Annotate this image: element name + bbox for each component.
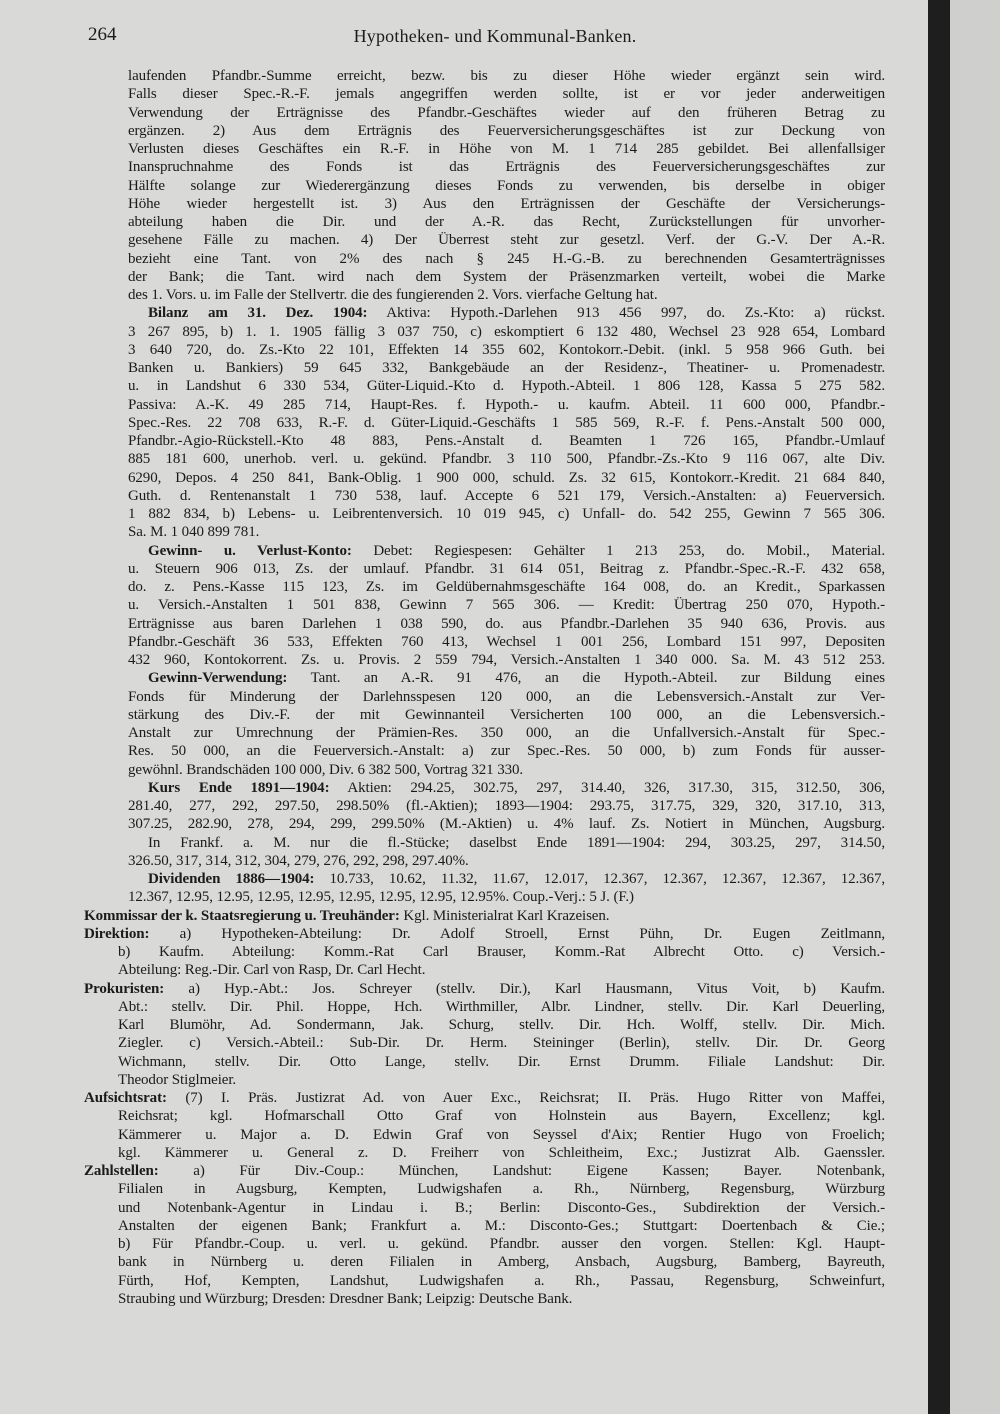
section-heading: Gewinn-Verwendung: (148, 670, 288, 687)
text-line (128, 231, 885, 250)
text-line (118, 1053, 885, 1072)
line-text: Fonds für Minderung der Darlehnsspesen 120 000, an die Lebensversich.-Anstalt zur Ver- (128, 688, 885, 705)
text-line (128, 706, 885, 725)
line-text: Filialen in Augsburg, Kempten, Ludwigshafen a. Rh., Nürnberg, Regensburg, Würzburg (118, 1181, 885, 1198)
line-text: 1 882 834, b) Lebens- u. Leibrentenversich. 10 019 945, c) Unfall- do. 542 255, Gewinn 7 565 306. (128, 506, 885, 522)
line-text: gewöhnl. Brandschäden 100 000, Div. 6 382 500, Vortrag 321 330. (128, 761, 524, 778)
line-text: Anstalten der eigenen Bank; Frankfurt a. M.: Disconto-Ges.; Stuttgart: Doertenbach & Cie.; (118, 1217, 885, 1234)
line-text: Banken u. Bankiers) 59 645 332, Bankgebäude an der Residenz-, Theatiner- u. Promenadestr. (128, 360, 885, 376)
line-text: Pfandbr.-Agio-Rückstell.-Kto 48 883, Pens.-Anstalt d. Beamten 1 726 165, Pfandbr.-Umlauf (128, 433, 885, 449)
adjacent-page-edge (950, 0, 1000, 1414)
text-line (128, 341, 885, 360)
line-text: Abt.: stellv. Dir. Phil. Hoppe, Hch. Wirthmiller, Albr. Lindner, stellv. Dir. Karl Deuerling, (118, 998, 885, 1015)
text-line (128, 450, 885, 469)
line-text: Anstalt zur Umrechnung der Prämien-Res. 350 000, an die Unfallversich.-Anstalt für Spec.- (128, 725, 885, 741)
line-text: des 1. Vors. u. im Falle der Stellvertr. die des fungierenden 2. Vors. vierfache Geltung hat. (128, 287, 658, 303)
section-heading: Kommissar der k. Staatsregierung u. Treuhänder: (84, 907, 400, 924)
text-line (118, 943, 885, 962)
line-text: Karl Blumöhr, Ad. Sondermann, Jak. Schurg, stellv. Dir. Hch. Wolff, stellv. Dir. Mich. (118, 1017, 885, 1033)
text-line (148, 779, 885, 798)
line-text: Ziegler. c) Versich.-Abteil.: Sub-Dir. Dr. Herm. Steininger (Berlin), stellv. Dir. Dr. Georg (118, 1035, 885, 1052)
line-text: Hälfte solange zur Wiederergänzung dieses Fonds zu verwenden, bis derselbe in obiger (128, 177, 885, 194)
text-line (128, 742, 885, 761)
line-text: Reichsrat; kgl. Hofmarschall Otto Graf von Holnstein aus Bayern, Excellenz; kgl. (118, 1108, 885, 1125)
line-text: laufenden Pfandbr.-Summe erreicht, bezw. bis zu dieser Höhe wieder ergänzt sein wird. (128, 68, 885, 84)
line-text: Aktiva: Hypoth.-Darlehen 913 456 997, do. Zs.-Kto: a) rückst. (367, 305, 885, 322)
book-binding-gutter (928, 0, 950, 1414)
line-text: b) Für Pfandbr.-Coup. u. verl. u. gekünd. Pfandbr. ausser den vorgen. Stellen: Kgl. Haupt- (118, 1236, 885, 1252)
text-line (128, 414, 885, 433)
line-text: 12.367, 12.95, 12.95, 12.95, 12.95, 12.95, 12.95, 12.95, 12.95%. Coup.-Verj.: 5 J. (F.) (128, 889, 634, 906)
text-line (118, 1126, 885, 1145)
text-line (128, 195, 885, 214)
line-text: ergänzen. 2) Aus dem Erträgnis des Feuerversicherungsgeschäftes ist zur Deckung von (128, 122, 885, 139)
line-text: bezieht eine Tant. von 2% des nach § 245 H.-G.-B. zu berechnenden Gesamterträgnisses (128, 250, 885, 267)
text-line (118, 1272, 885, 1291)
line-text: Spec.-Res. 22 708 633, R.-F. d. Güter-Liquid.-Geschäfts 1 585 569, R.-F. f. Pens.-Anstalt 500 000, (128, 414, 885, 431)
line-text: 307.25, 282.90, 278, 294, 299, 299.50% (M.-Aktien) u. 4% lauf. Zs. Notiert in München, Augsburg. (128, 816, 885, 833)
line-text: Höhe wieder hergestellt ist. 3) Aus den Erträgnissen der Geschäfte der Versicherungs- (128, 195, 885, 212)
text-line (84, 925, 885, 944)
text-line (118, 1290, 885, 1309)
page-number: 264 (88, 24, 117, 45)
text-line (148, 542, 885, 561)
text-line (118, 998, 885, 1017)
text-line (118, 1199, 885, 1218)
line-text: Aktien: 294.25, 302.75, 297, 314.40, 326, 317.30, 315, 312.50, 306, (329, 779, 885, 796)
text-line (148, 304, 885, 323)
text-line (128, 140, 885, 159)
line-text: 6290, Depos. 4 250 841, Bank-Oblig. 1 900 000, schuld. Zs. 32 615, Kontokorr.-Kredit. 21 684 840, (128, 469, 885, 486)
line-text: abteilung haben die Dir. und der A.-R. das Recht, Zurückstellungen für unvorher- (128, 214, 885, 230)
line-text: und Notenbank-Agentur in Lindau i. B.; Berlin: Disconto-Ges., Subdirektion der Versich.- (118, 1199, 885, 1216)
text-line (128, 578, 885, 597)
line-text: Fürth, Hof, Kempten, Landshut, Ludwigshafen a. Rh., Passau, Regensburg, Schweinfurt, (118, 1272, 885, 1289)
text-line (118, 961, 885, 980)
text-line (148, 669, 885, 688)
line-text: In Frankf. a. M. nur die fl.-Stücke; daselbst Ende 1891—1904: 294, 303.25, 297, 314.50, (148, 834, 885, 851)
line-text: Wichmann, stellv. Dir. Otto Lange, stellv. Dir. Ernst Drumm. Filiale Landshut: Dir. (118, 1053, 885, 1070)
text-line (128, 724, 885, 743)
line-text: u. Steuern 906 013, Zs. der umlauf. Pfandbr. 31 614 051, Beitrag z. Pfandbr.-Spec.-R.-F. 432 658, (128, 560, 885, 577)
text-line (128, 487, 885, 506)
line-text: 3 267 895, b) 1. 1. 1905 fällig 3 037 750, c) eskomptiert 6 132 480, Wechsel 23 928 654, Lombard (128, 323, 885, 340)
text-line (128, 852, 885, 871)
line-text: a) Hyp.-Abt.: Jos. Schreyer (stellv. Dir.), Karl Hausmann, Vitus Voit, b) Kaufm. (164, 980, 885, 997)
section-heading: Dividenden 1886—1904: (148, 871, 315, 887)
text-line (148, 834, 885, 853)
line-text: Sa. M. 1 040 899 781. (128, 524, 260, 541)
text-line (118, 1107, 885, 1126)
line-text: Pfandbr.-Geschäft 36 533, Effekten 760 413, Wechsel 1 001 256, Lombard 151 997, Depositen (128, 633, 885, 650)
line-text: Res. 50 000, an die Feuerversich.-Anstalt: a) zur Spec.-Res. 50 000, b) zum Fonds für ausser- (128, 743, 885, 760)
text-line (128, 523, 885, 542)
line-text: u. in Landshut 6 330 534, Güter-Liquid.-Kto d. Hypoth.-Abteil. 1 806 128, Kassa 5 275 582. (128, 378, 885, 395)
text-line (118, 1235, 885, 1254)
text-line (118, 1144, 885, 1163)
text-line (128, 688, 885, 707)
text-line (128, 505, 885, 524)
section-heading: Zahlstellen: (84, 1163, 159, 1179)
text-line (128, 122, 885, 141)
line-text: der Bank; die Tant. wird nach dem System der Präsenzmarken verteilt, wobei die Marke (128, 268, 885, 285)
text-line (84, 1089, 885, 1108)
text-line (148, 870, 885, 889)
text-line (128, 797, 885, 816)
line-text: 10.733, 10.62, 11.32, 11.67, 12.017, 12.367, 12.367, 12.367, 12.367, 12.367, (314, 871, 885, 887)
line-text: a) Hypotheken-Abteilung: Dr. Adolf Stroell, Ernst Pühn, Dr. Eugen Zeitlmann, (149, 925, 885, 942)
line-text: Kämmerer u. Major a. D. Edwin Graf von Seyssel d'Aix; Rentier Hugo von Froelich; (118, 1126, 885, 1143)
line-text: Kgl. Ministerialrat Karl Krazeisen. (399, 907, 610, 924)
section-heading: Bilanz am 31. Dez. 1904: (148, 305, 368, 322)
text-line (128, 761, 885, 780)
line-text: (7) I. Präs. Justizrat Ad. von Auer Exc., Reichsrat; II. Präs. Hugo Ritter von Maffei, (166, 1090, 885, 1106)
text-line (118, 1016, 885, 1035)
line-text: 281.40, 277, 292, 297.50, 298.50% (fl.-Aktien); 1893—1904: 293.75, 317.75, 329, 320, 317.10, 313, (128, 798, 885, 814)
line-text: bank in Nürnberg u. deren Filialen in Amberg, Ansbach, Augsburg, Bamberg, Bayreuth, (118, 1254, 885, 1271)
text-line (128, 615, 885, 634)
line-text: a) Für Div.-Coup.: München, Landshut: Eigene Kassen; Bayer. Notenbank, (158, 1163, 885, 1179)
line-text: Tant. an A.-R. 91 476, an die Hypoth.-Abteil. zur Bildung eines (287, 670, 885, 687)
line-text: Passiva: A.-K. 49 285 714, Haupt-Res. f. Hypoth.- u. kaufm. Abteil. 11 600 000, Pfandbr.- (128, 396, 885, 413)
line-text: 432 960, Kontokorrent. Zs. u. Provis. 2 559 794, Versich.-Anstalten 1 340 000. Sa. M. 43 512 253. (128, 652, 885, 668)
line-text: Falls dieser Spec.-R.-F. jemals angegriffen werden sollte, ist er vor jeder anderweitigen (128, 86, 885, 103)
line-text: Theodor Stiglmeier. (118, 1071, 237, 1088)
text-line (128, 158, 885, 177)
line-text: do. z. Pens.-Kasse 115 123, Zs. im Geldübernahmsgeschäfte 164 008, do. an Kredit., Sparkassen (128, 579, 885, 595)
line-text: Erträgnisse aus baren Darlehen 1 038 590, do. aus Pfandbr.-Darlehen 35 940 636, Provis. aus (128, 615, 885, 632)
section-heading: Gewinn- u. Verlust-Konto: (148, 542, 352, 559)
section-heading: Direktion: (84, 925, 150, 942)
text-line (128, 268, 885, 287)
section-heading: Aufsichtsrat: (84, 1090, 167, 1106)
text-line (128, 85, 885, 104)
text-line (128, 396, 885, 415)
text-line (128, 596, 885, 615)
text-line (128, 633, 885, 652)
line-text: 326.50, 317, 314, 312, 304, 279, 276, 292, 298, 297.40%. (128, 852, 469, 869)
line-text: Verwendung der Erträgnisse des Pfandbr.-Geschäftes wieder auf den früheren Betrag zu (128, 104, 885, 121)
line-text: kgl. Kämmerer u. General z. D. Freiherr von Schleitheim, Exc.; Justizrat Alb. Gaenssler. (118, 1144, 885, 1161)
text-line (84, 907, 885, 926)
text-line (128, 651, 885, 670)
text-line (128, 286, 885, 305)
line-text: stärkung des Div.-F. der mit Gewinnanteil Versicherten 100 000, an die Lebensversich.- (128, 706, 885, 723)
text-line (128, 67, 885, 86)
text-line (128, 250, 885, 269)
line-text: Straubing und Würzburg; Dresden: Dresdner Bank; Leipzig: Deutsche Bank. (118, 1290, 573, 1307)
text-line (84, 1162, 885, 1181)
line-text: Guth. d. Rentenanstalt 1 730 538, lauf. Accepte 6 521 179, Versich.-Anstalten: a) Feuerversich. (128, 487, 885, 504)
line-text: u. Versich.-Anstalten 1 501 838, Gewinn 7 565 306. — Kredit: Übertrag 250 070, Hypoth.- (128, 597, 885, 614)
text-line (84, 980, 885, 999)
line-text: 3 640 720, do. Zs.-Kto 22 101, Effekten 14 355 602, Kontokorr.-Debit. (inkl. 5 958 966 Guth. bei (128, 341, 885, 358)
text-line (128, 815, 885, 834)
line-text: b) Kaufm. Abteilung: Komm.-Rat Carl Brauser, Komm.-Rat Albrecht Otto. c) Versich.- (118, 944, 885, 960)
text-line (128, 560, 885, 579)
section-heading: Kurs Ende 1891—1904: (148, 779, 330, 796)
text-line (128, 104, 885, 123)
text-line (118, 1071, 885, 1090)
text-line (118, 1180, 885, 1199)
text-line (118, 1034, 885, 1053)
line-text: gesehene Fälle zu machen. 4) Der Überrest steht zur gesetzl. Verf. der G.-V. Der A.-R. (128, 232, 885, 249)
line-text: 885 181 600, unerhob. verl. u. gekünd. Pfandbr. 3 110 500, Pfandbr.-Zs.-Kto 9 116 067, alte Div. (128, 451, 885, 468)
text-line (128, 213, 885, 232)
text-line (128, 177, 885, 196)
text-line (128, 432, 885, 451)
text-line (118, 1217, 885, 1236)
line-text: Debet: Regiespesen: Gehälter 1 213 253, do. Mobil., Material. (351, 542, 885, 559)
line-text: Inanspruchnahme des Fonds ist das Erträgnis des Feuerversicherungsgeschäftes zur (128, 159, 885, 176)
text-line (128, 323, 885, 342)
section-heading: Prokuristen: (84, 980, 165, 997)
text-line (128, 359, 885, 378)
text-line (128, 888, 885, 907)
text-line (128, 469, 885, 488)
line-text: Abteilung: Reg.-Dir. Carl von Rasp, Dr. Carl Hecht. (118, 962, 426, 979)
text-line (118, 1253, 885, 1272)
text-line (128, 377, 885, 396)
line-text: Verlusten dieses Geschäftes ein R.-F. in Höhe von M. 1 714 285 gebildet. Bei allenfallsiger (128, 141, 885, 157)
running-title: Hypotheken- und Kommunal-Banken. (353, 26, 637, 46)
